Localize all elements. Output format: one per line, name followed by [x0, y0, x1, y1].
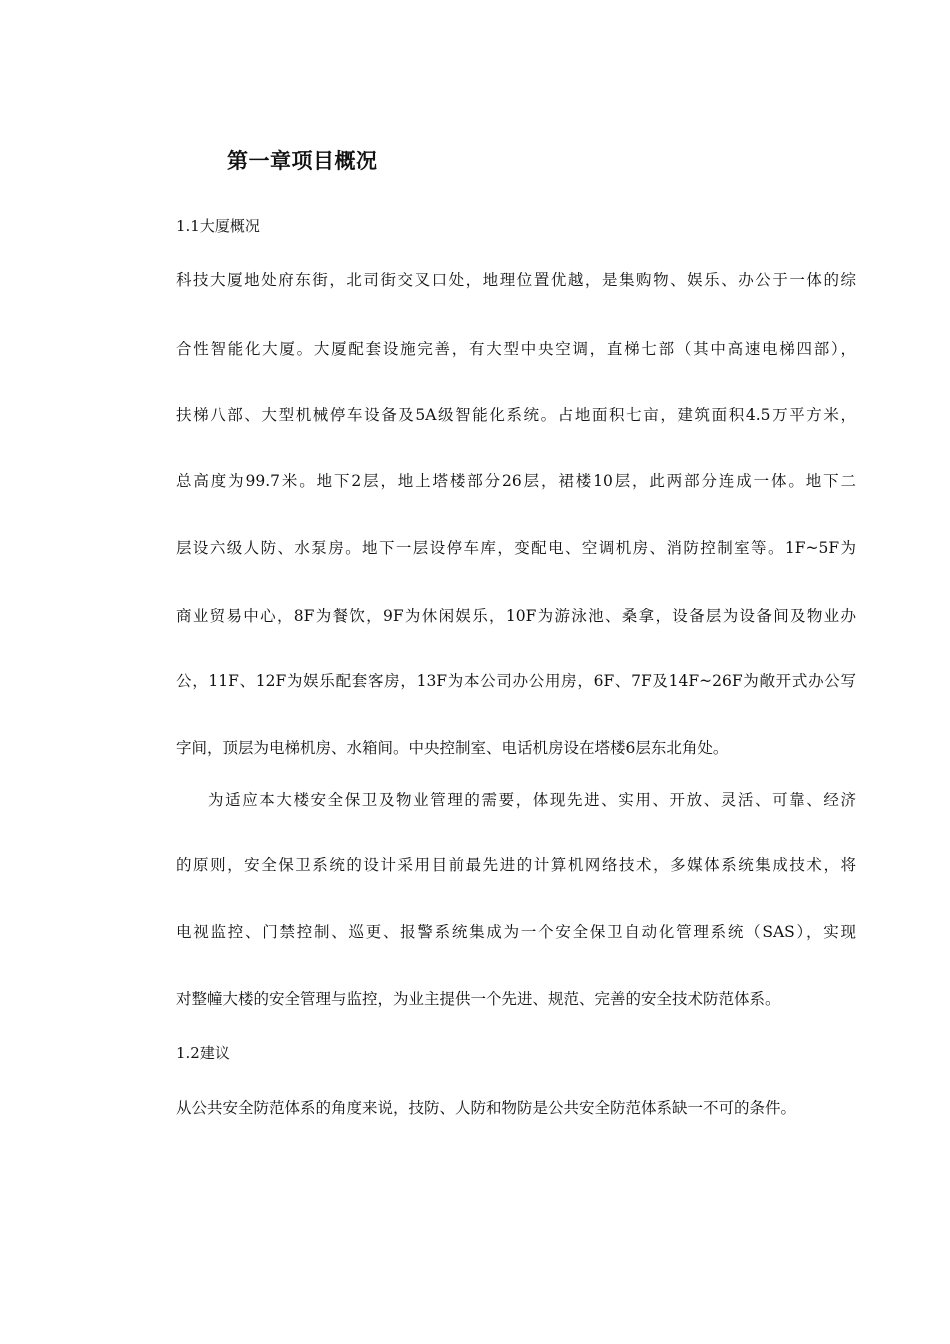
- section-heading-1-1: 1.1大厦概况: [176, 217, 260, 235]
- paragraph-line: 商业贸易中心，8F为餐饮，9F为休闲娱乐，10F为游泳池、桑拿，设备层为设备间及物业办: [176, 607, 856, 625]
- paragraph-line: 总高度为99.7米。地下2层，地上塔楼部分26层，裙楼10层，此两部分连成一体。地下二: [176, 472, 856, 490]
- paragraph-line: 字间，顶层为电梯机房、水箱间。中央控制室、电话机房设在塔楼6层东北角处。: [176, 739, 729, 757]
- paragraph-line: 公，11F、12F为娱乐配套客房，13F为本公司办公用房，6F、7F及14F~26F为敞开式办公写: [176, 672, 856, 690]
- paragraph-line: 层设六级人防、水泵房。地下一层设停车库，变配电、空调机房、消防控制室等。1F~5F为: [176, 539, 856, 557]
- chapter-title: 第一章项目概况: [227, 149, 378, 173]
- paragraph-line: 对整幢大楼的安全管理与监控，为业主提供一个先进、规范、完善的安全技术防范体系。: [176, 990, 781, 1008]
- paragraph-line: 合性智能化大厦。大厦配套设施完善，有大型中央空调，直梯七部（其中高速电梯四部），: [176, 340, 856, 358]
- paragraph-line: 扶梯八部、大型机械停车设备及5A级智能化系统。占地面积七亩，建筑面积4.5万平方米，: [176, 406, 856, 424]
- paragraph-line: 电视监控、门禁控制、巡更、报警系统集成为一个安全保卫自动化管理系统（SAS），实现: [176, 923, 856, 941]
- paragraph-line: 从公共安全防范体系的角度来说，技防、人防和物防是公共安全防范体系缺一不可的条件。: [176, 1099, 797, 1117]
- paragraph-line: 科技大厦地处府东街，北司街交叉口处，地理位置优越，是集购物、娱乐、办公于一体的综: [176, 271, 856, 289]
- paragraph-line: 为适应本大楼安全保卫及物业管理的需要，体现先进、实用、开放、灵活、可靠、经济: [208, 791, 856, 809]
- paragraph-line: 的原则，安全保卫系统的设计采用目前最先进的计算机网络技术，多媒体系统集成技术，将: [176, 856, 856, 874]
- section-heading-1-2: 1.2建议: [176, 1044, 230, 1062]
